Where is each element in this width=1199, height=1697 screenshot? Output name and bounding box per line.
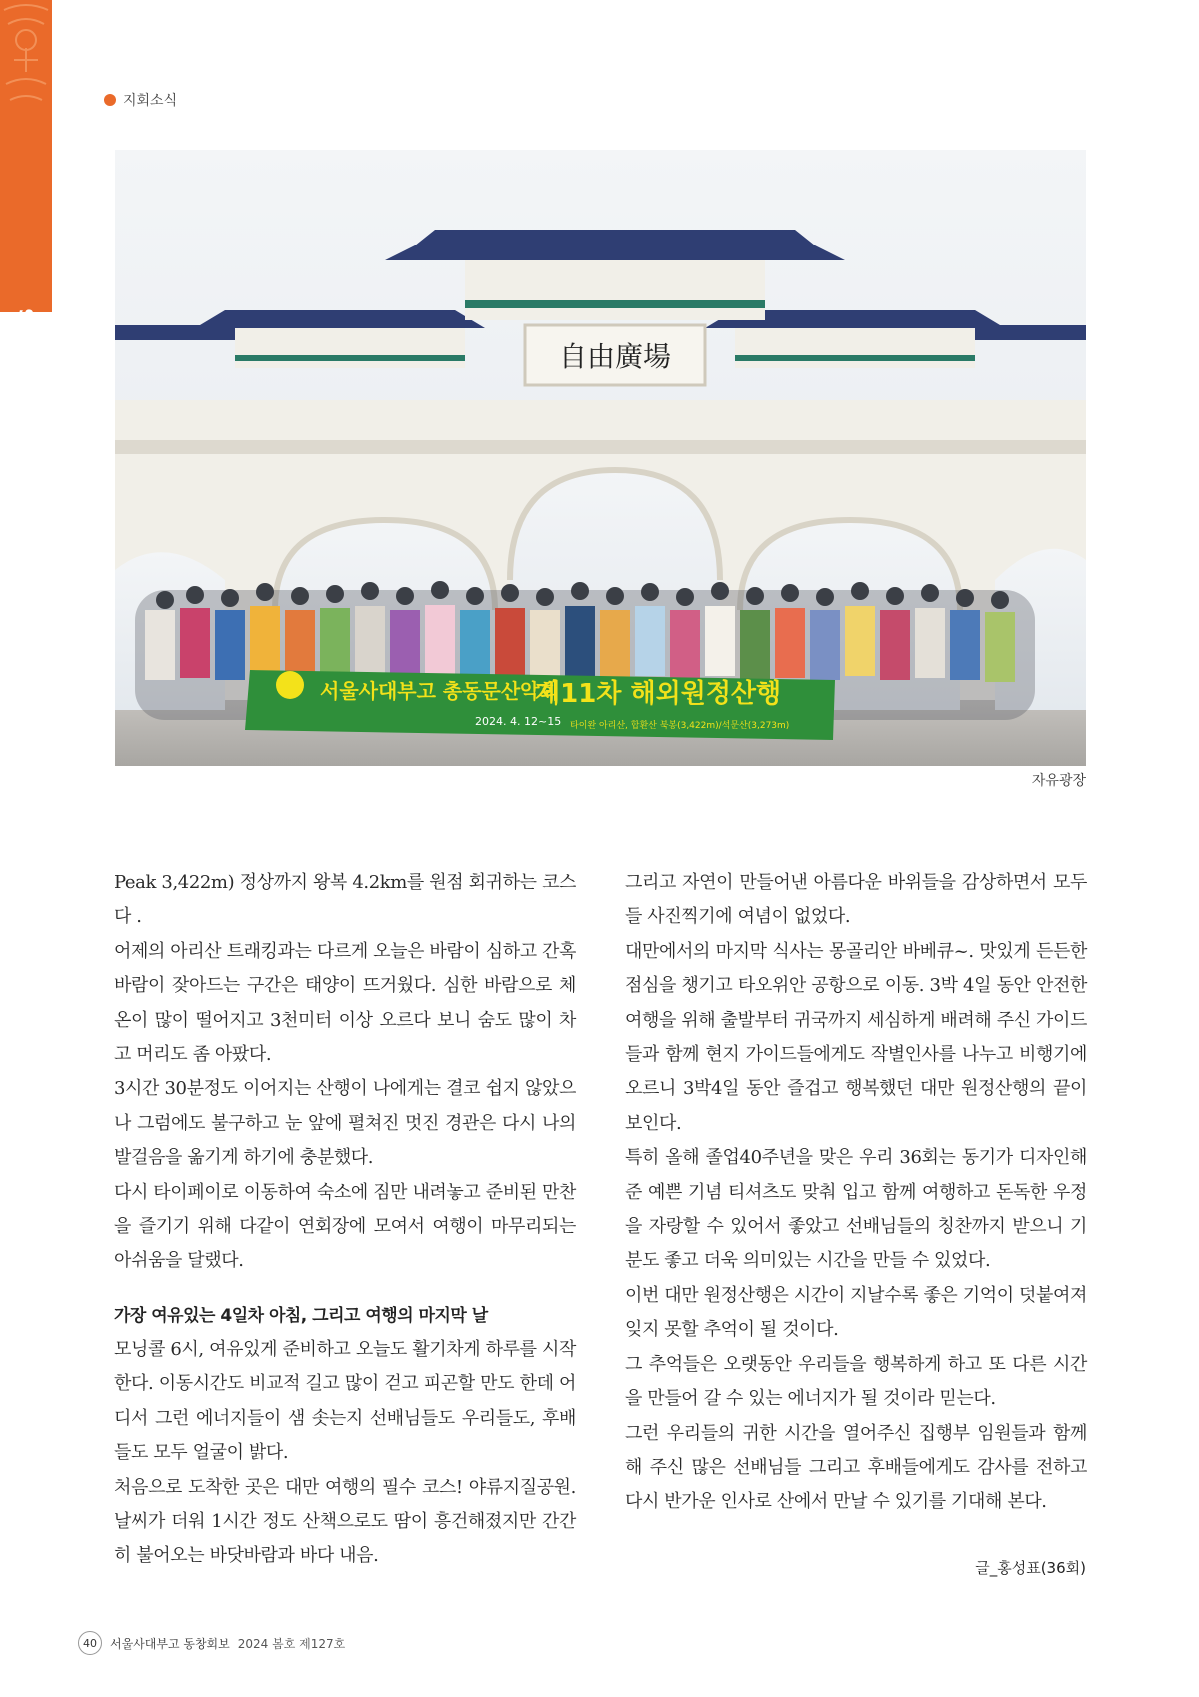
side-label xyxy=(8,307,46,473)
expedition-banner xyxy=(245,670,835,740)
subheading: 가장 여유있는 4일차 아침, 그리고 여행의 마지막 날 xyxy=(114,1305,488,1326)
branch-news-label: BRANCH NEWS xyxy=(16,307,38,473)
article-right-column xyxy=(625,866,1087,1520)
paragraph: 그리고 자연이 만들어낸 아름다운 바위들을 감상하면서 모두들 사진찍기에 여념이 없었다. xyxy=(625,872,1087,928)
banner-event: 제11차 해외원정산행 xyxy=(535,679,782,709)
page-number: 40 xyxy=(78,1631,102,1655)
page-footer xyxy=(78,1631,345,1655)
photo-caption: 자유광장 xyxy=(1031,773,1086,789)
group-photo xyxy=(115,150,1086,766)
paragraph: 모닝콜 6시, 여유있게 준비하고 오늘도 활기차게 하루를 시작한다. 이동시간도 비교적 길고 많이 걷고 피곤할 만도 한데 어디서 그런 에너지들이 샘 솟는지 선배님들도 우리들도, 후배들도 모두 얼굴이 밝다. xyxy=(114,1338,576,1464)
publication-name: 서울사대부고 동창회보 xyxy=(110,1636,230,1651)
author-byline: 글_홍성표(36회) xyxy=(975,1559,1086,1577)
paragraph: 그 추억들은 오랫동안 우리들을 행복하게 하고 또 다른 시간을 만들어 갈 수 있는 에너지가 될 것이라 믿는다. xyxy=(625,1353,1087,1410)
paragraph: 3시간 30분정도 이어지는 산행이 나에게는 결코 쉽지 않았으나 그럼에도 불구하고 눈 앞에 펼쳐진 멋진 경관은 다시 나의 발걸음을 옮기게 하기에 충분했다. xyxy=(114,1078,576,1169)
paragraph: 이번 대만 원정산행은 시간이 지날수록 좋은 기억이 덧붙여져 잊지 못할 추억이 될 것이다. xyxy=(625,1284,1087,1341)
gate-illustration xyxy=(115,150,1086,766)
banner-route: 타이완 아리산, 합환산 북봉(3,422m)/석문산(3,273m) xyxy=(570,721,790,731)
paragraph: Peak 3,422m) 정상까지 왕복 4.2km를 원점 회귀하는 코스다 . xyxy=(114,872,576,928)
section-tag xyxy=(104,90,177,110)
banner-title: 서울사대부고 총동문산악회 xyxy=(320,679,559,703)
paragraph: 그런 우리들의 귀한 시간을 열어주신 집행부 임원들과 함께 해 주신 많은 선배님들 그리고 후배들에게도 감사를 전하고 다시 반가운 인사로 산에서 만날 수 있기를 기대해 본다. xyxy=(625,1422,1087,1513)
paragraph: 특히 올해 졸업40주년을 맞은 우리 36회는 동기가 디자인해준 예쁜 기념 티셔츠도 맞춰 입고 함께 여행하고 돈독한 우정을 자랑할 수 있어서 좋았고 선배님들의 칭찬까지 받으니 기분도 좋고 더욱 의미있는 시간을 만들 수 있었다. xyxy=(625,1147,1087,1272)
section-tag-label: 지회소식 xyxy=(123,93,178,109)
paragraph: 어제의 아리산 트래킹과는 다르게 오늘은 바람이 심하고 간혹 바람이 잦아드는 구간은 태양이 뜨거웠다. 심한 바람으로 체온이 많이 떨어지고 3천미터 이상 오르다 보니 숨도 많이 차고 머리도 좀 아팠다. xyxy=(114,940,576,1066)
issue-label: 2024 봄호 제127호 xyxy=(237,1636,346,1651)
bullet-dot-icon xyxy=(104,94,116,106)
ornament-icon xyxy=(0,0,52,120)
article-left-column xyxy=(114,866,576,1574)
side-tab xyxy=(0,0,52,312)
gate-sign-text: 自由廣場 xyxy=(558,340,672,373)
paragraph: 대만에서의 마지막 식사는 몽골리안 바베큐~. 맛있게 든든한 점심을 챙기고 타오위안 공항으로 이동. 3박 4일 동안 안전한 여행을 위해 출발부터 귀국까지 세심하게 배려해 주신 가이드들과 함께 현지 가이드들에게도 작별인사를 나누고 비행기에 오르니 3박4일 동안 즐겁고 행복했던 대만 원정산행의 끝이 보인다. xyxy=(625,940,1087,1134)
banner-date: 2024. 4. 12~15 xyxy=(475,715,562,728)
paragraph: 다시 타이페이로 이동하여 숙소에 짐만 내려놓고 준비된 만찬을 즐기기 위해 다같이 연회장에 모여서 여행이 마무리되는 아쉬움을 달랬다. xyxy=(114,1181,576,1272)
paragraph: 처음으로 도착한 곳은 대만 여행의 필수 코스! 야류지질공원. 날씨가 더워 1시간 정도 산책으로도 땀이 흥건해졌지만 간간히 불어오는 바닷바람과 바다 내음. xyxy=(114,1476,576,1567)
